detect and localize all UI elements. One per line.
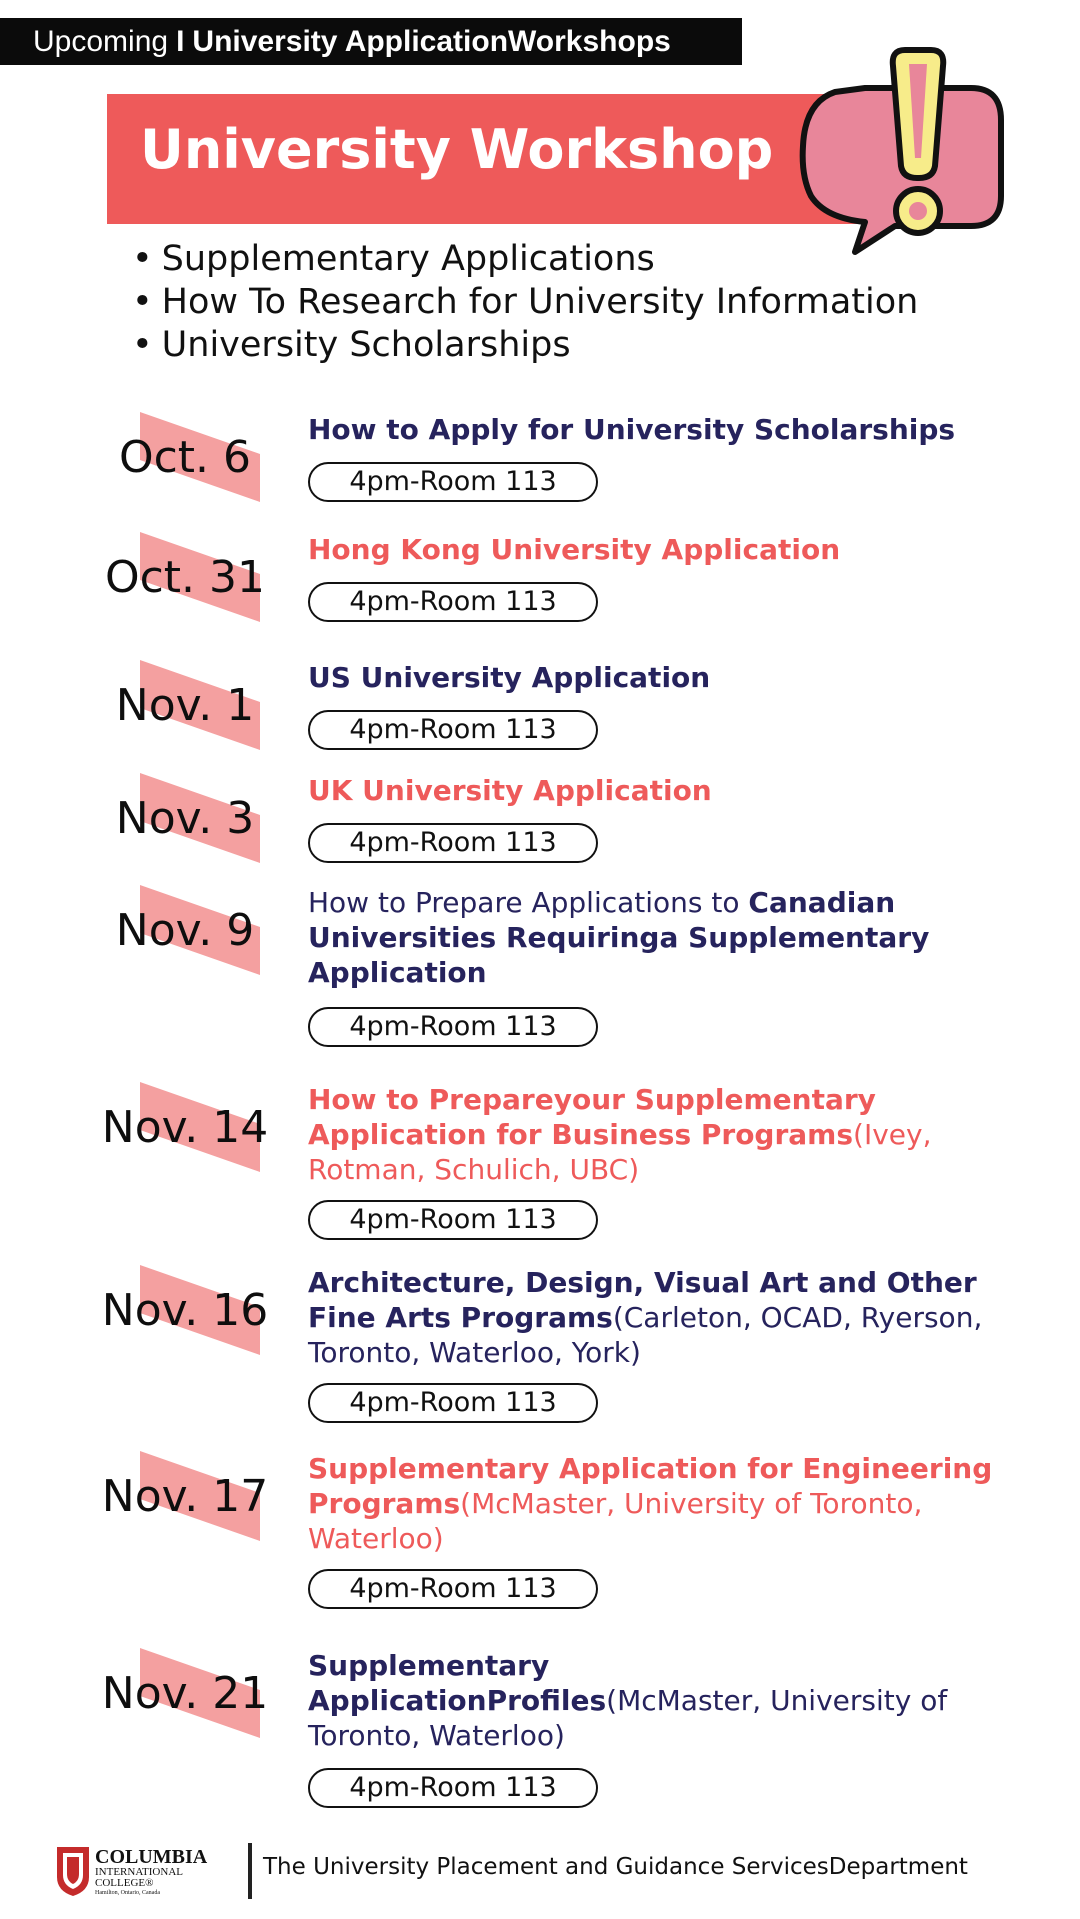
date-badge [80,773,290,863]
event-location-pill: 4pm-Room 113 [308,1007,598,1047]
event-date: Oct. 6 [118,431,252,483]
event-date: Oct. 31 [104,551,266,603]
banner-prefix: Upcoming [33,25,169,58]
date-badge [80,885,290,975]
event-title [308,1082,1008,1187]
topic-list [132,238,918,367]
date-badge [80,1648,290,1738]
topic-item: • Supplementary Applications [132,238,918,281]
event-date: Nov. 16 [101,1284,269,1336]
event-title-bold: Hong Kong University Application [308,533,841,566]
event-title-bold: How to Apply for University Scholarships [308,413,956,446]
event-title-bold: How to Prepareyour Supplementary Application for Business Programs [308,1083,876,1151]
footer-department: The University Placement and Guidance ServicesDepartment [263,1854,968,1880]
event-date: Nov. 14 [101,1101,269,1153]
event-date: Nov. 3 [115,792,255,844]
topic-item: • University Scholarships [132,324,918,367]
date-badge [80,412,290,502]
event-location-pill: 4pm-Room 113 [308,1200,598,1240]
event-title [308,1648,1008,1753]
event-title-bold: US University Application [308,661,711,694]
event-title [308,532,1008,567]
date-badge [80,660,290,750]
event-title-bold: Supplementary ApplicationProfiles [308,1649,607,1717]
event-title-prefix: How to Prepare Applications to [308,886,749,919]
event-location-pill: 4pm-Room 113 [308,1569,598,1609]
event-title-bold: UK University Application [308,774,712,807]
columbia-shield-logo [55,1843,235,1897]
event-title-detail: (Ivey, Rotman, Schulich, UBC) [308,1118,932,1186]
event-title [308,1265,1008,1370]
event-title-detail: (Carleton, OCAD, Ryerson, Toronto, Waterloo, York) [308,1301,983,1369]
banner-separator: I [176,25,185,58]
footer-divider [248,1843,252,1899]
event-title [308,773,1008,808]
event-location-pill: 4pm-Room 113 [308,823,598,863]
event-title [308,412,1008,447]
logo-sub3: Hamilton, Ontario, Canada [95,1890,160,1896]
event-title-bold: Canadian Universities Requiringa Supplementary Application [308,886,930,989]
event-location-pill: 4pm-Room 113 [308,1383,598,1423]
event-date: Nov. 9 [115,904,255,956]
logo-name: COLUMBIA [95,1846,208,1868]
event-title [308,1451,1008,1556]
event-title-detail: (McMaster, University of Toronto, Waterloo) [308,1487,923,1555]
date-badge [80,1451,290,1541]
event-location-pill: 4pm-Room 113 [308,710,598,750]
event-title [308,885,1008,990]
date-badge [80,532,290,622]
event-location-pill: 4pm-Room 113 [308,462,598,502]
event-title-bold: Architecture, Design, Visual Art and Other Fine Arts Programs [308,1266,977,1334]
top-banner [0,18,742,65]
topic-item: • How To Research for University Information [132,281,918,324]
event-date: Nov. 21 [101,1667,269,1719]
event-location-pill: 4pm-Room 113 [308,582,598,622]
event-date: Nov. 1 [115,679,255,731]
event-title [308,660,1008,695]
logo-sub1: INTERNATIONAL [95,1866,183,1878]
banner-title: University ApplicationWorkshops [192,25,671,58]
event-title-bold: Supplementary Application for Engineering Programs [308,1452,993,1520]
event-date: Nov. 17 [101,1470,269,1522]
event-title-detail: (McMaster, University of Toronto, Waterloo) [308,1684,948,1752]
speech-bubble-exclamation-icon [795,46,1011,258]
logo-sub2: COLLEGE® [95,1877,154,1889]
page-title: University Workshop [140,118,774,181]
date-badge [80,1265,290,1355]
event-location-pill: 4pm-Room 113 [308,1768,598,1808]
date-badge [80,1082,290,1172]
